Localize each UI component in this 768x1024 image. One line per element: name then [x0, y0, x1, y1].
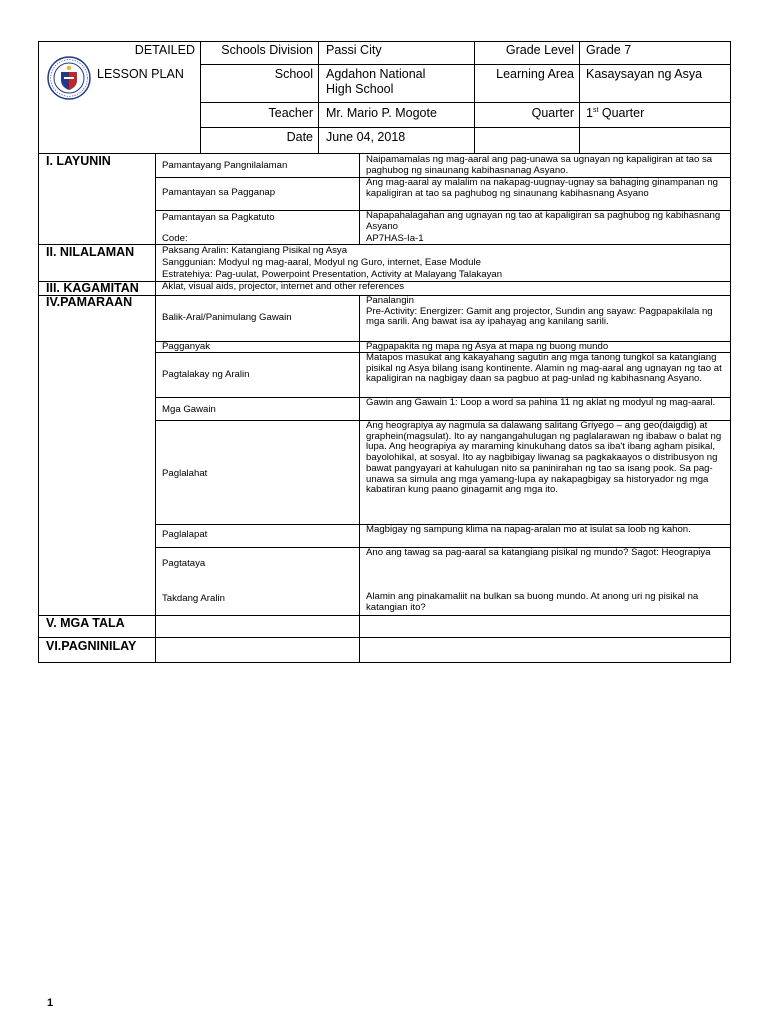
learning-area-value: Kasaysayan ng Asya [586, 67, 703, 81]
learning-area-label: Learning Area [496, 67, 574, 81]
row-label: Pagtataya [162, 558, 206, 569]
code-label: Code: [162, 233, 188, 244]
row-label: Balik-Aral/Panimulang Gawain [162, 312, 292, 323]
date-label: Date [286, 130, 313, 144]
section-pagninilay-heading: VI.PAGNINILAY [46, 639, 137, 653]
row-divider [38, 615, 731, 616]
row-content: Ang heograpiya ay nagmula sa dalawang salitang Griyego – ang geo(daigdig) at graphein(magsulat). Ito ay nangangahulugan ng paglalarawan ng ibabaw o balat ng lupa. Ang heograpiya ay maraming kinukuhang datos sa iba't ibang agham pisikal, bayolohikal, at sosyal. Ito ay nagbibigay liwanag sa pagkakaayos o distribusyon ng bawat pangyayari at kahulugan nito sa paninirahan ng tao sa isang pook. Sa pag-unawa sa simula ang mga yamang-lupa ay nakapagbigay sa historyador ng mga kabatiran kung paano ginagamit ang mga ito. [366, 420, 722, 496]
row-label: Paglalahat [162, 468, 208, 479]
header-divider [200, 127, 731, 128]
row-content: Ano ang tawag sa pag-aaral sa katangiang pisikal ng mundo? Sagot: Heograpiya [366, 547, 711, 558]
row-content: Pagpapakita ng mapa ng Asya at mapa ng buong mundo [366, 341, 609, 352]
school-value-line1: Agdahon National [326, 67, 426, 81]
section-pamaraan-heading: IV.PAMARAAN [46, 295, 133, 309]
doc-title-line2: LESSON PLAN [97, 67, 184, 81]
nilalaman-line: Paksang Aralin: Katangiang Pisikal ng Asya [162, 245, 348, 256]
deped-seal-icon [47, 56, 91, 100]
row-content: Alamin ang pinakamaliit na bulkan sa buong mundo. At anong uri ng pisikal na katangian ito? [366, 591, 699, 613]
quarter-suffix: st [592, 106, 599, 114]
quarter-label: Quarter [531, 106, 574, 120]
table-border-bottom [38, 662, 731, 663]
row-content: Napapahalagahan ang ugnayan ng tao at kapaligiran sa paghubog ng kabihasnang Asyano [366, 210, 721, 232]
kagamitan-content: Aklat, visual aids, projector, internet and other references [162, 281, 405, 292]
grade-level-label: Grade Level [505, 43, 574, 57]
nilalaman-line: Sanggunian: Modyul ng mag-aaral, Modyul ng Guro, internet, Ease Module [162, 257, 481, 268]
competency-code: AP7HAS-Ia-1 [366, 233, 424, 244]
nilalaman-line: Estratehiya: Pag-uulat, Powerpoint Presentation, Activity at Malayang Talakayan [162, 269, 503, 280]
header-divider [579, 41, 580, 154]
table-border-left [38, 41, 39, 663]
date-value: June 04, 2018 [326, 130, 406, 144]
quarter-value [586, 107, 644, 121]
teacher-label: Teacher [268, 106, 313, 120]
row-content: Gawin ang Gawain 1: Loop a word sa pahina 11 ng aklat ng modyul ng mag-aaral. [366, 397, 716, 408]
row-label: Pamantayan sa Pagganap [162, 187, 276, 198]
page-number: 1 [47, 997, 54, 1009]
section-nilalaman-heading: II. NILALAMAN [46, 245, 135, 259]
section-layunin-heading: I. LAYUNIN [46, 154, 111, 168]
row-content: Magbigay ng sampung klima na napag-aralan mo at isulat sa loob ng kahon. [366, 524, 691, 535]
teacher-value: Mr. Mario P. Mogote [326, 106, 437, 120]
header-divider [318, 41, 319, 154]
row-label: Pamantayan sa Pagkatuto [162, 212, 275, 223]
header-divider [474, 41, 475, 154]
schools-division-value: Passi City [326, 43, 382, 57]
column-divider [359, 153, 360, 244]
row-label: Paglalapat [162, 529, 208, 540]
header-divider [200, 64, 731, 65]
header-divider [200, 41, 201, 154]
row-label: Pagganyak [162, 341, 211, 352]
doc-title-line1: DETAILED [134, 43, 195, 57]
grade-level-value: Grade 7 [586, 43, 632, 57]
school-value-line2: High School [326, 82, 394, 96]
section-tala-heading: V. MGA TALA [46, 616, 125, 630]
table-border-top [38, 41, 731, 42]
column-divider [359, 295, 360, 663]
row-label: Pamantayang Pangnilalaman [162, 160, 288, 171]
section-kagamitan-heading: III. KAGAMITAN [46, 281, 139, 295]
row-divider [38, 637, 731, 638]
quarter-text: Quarter [598, 106, 645, 120]
row-label: Pagtalakay ng Aralin [162, 369, 250, 380]
row-content: Panalangin Pre-Activity: Energizer: Gamit ang projector, Sundin ang sayaw: Pagpapakilala ng mga sarili. Ang bawat isa ay ipahayag ang kanilang sarili. [366, 295, 713, 328]
row-content: Matapos masukat ang kakayahang sagutin ang mga tanong tungkol sa katangiang pisikal ng Asya bilang isang kontinente. Alamin ng mag-aaral ang ugnayan ng tao at kapaligiran na nagbigay daan sa pagbuo at pag-unlad ng kabihasnang Asyano. [366, 352, 722, 385]
quarter-number: 1 [586, 106, 593, 120]
column-divider [155, 153, 156, 663]
row-content: Ang mag-aaral ay malalim na nakapag-uugnay-ugnay sa bahaging ginampanan ng kapaligiran at tao sa paghubog ng sinaunang kabihasnang Asyano [366, 177, 719, 199]
header-divider [200, 102, 731, 103]
school-label: School [274, 67, 313, 81]
row-label: Mga Gawain [162, 404, 216, 415]
row-content: Naipamamalas ng mag-aaral ang pag-unawa sa ugnayan ng kapaligiran at tao sa paghubog ng sinaunang kabihasnanag Asyano. [366, 154, 713, 176]
row-label: Takdang Aralin [162, 593, 225, 604]
schools-division-label: Schools Division [221, 43, 313, 57]
